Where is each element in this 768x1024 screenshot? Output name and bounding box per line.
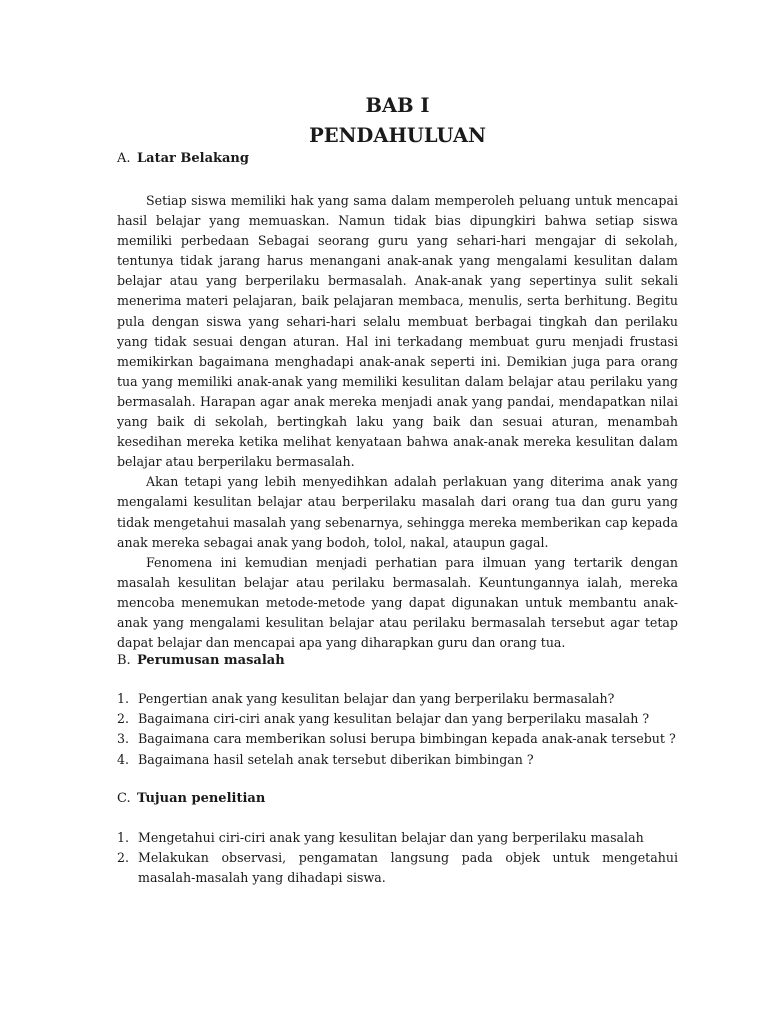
list-item-text: Melakukan observasi, pengamatan langsung pada objek untuk mengetahui masalah-masalah yang dihadapi siswa. bbox=[138, 850, 678, 886]
list-item-text: Bagaimana ciri-ciri anak yang kesulitan belajar dan yang berperilaku masalah ? bbox=[138, 711, 650, 727]
section-a-heading bbox=[117, 149, 249, 169]
section-c-heading bbox=[117, 789, 265, 809]
section-c-letter: C. bbox=[117, 791, 131, 806]
list-item bbox=[117, 828, 678, 848]
list-number: 1. bbox=[117, 691, 130, 706]
list-item-text: Bagaimana hasil setelah anak tersebut diberikan bimbingan ? bbox=[138, 751, 534, 767]
section-a-title: Latar Belakang bbox=[137, 151, 249, 166]
paragraph: Akan tetapi yang lebih menyedihkan adalah perlakuan yang diterima anak yang mengalami kesulitan belajar atau berperilaku masalah dari orang tua dan guru yang tidak mengetahui masalah yang sebenarnya, sehingga mereka memberikan cap kepada anak mereka sebagai anak yang bodoh, tolol, nakal, ataupun gagal. bbox=[117, 474, 678, 550]
list-item bbox=[117, 709, 678, 729]
list-item-text: Pengertian anak yang kesulitan belajar dan yang berperilaku bermasalah? bbox=[138, 691, 615, 706]
list-number: 1. bbox=[117, 830, 130, 845]
list-number: 2. bbox=[117, 850, 130, 866]
document-page bbox=[117, 0, 678, 1024]
paragraph: Setiap siswa memiliki hak yang sama dalam memperoleh peluang untuk mencapai hasil belajar yang memuaskan. Namun tidak bias dipungkiri bahwa setiap siswa memiliki perbedaan Sebagai seorang guru yang sehari-hari mengajar di sekolah, tentunya tidak jarang harus menangani anak-anak yang mengalami kesulitan dalam belajar atau yang berperilaku bermasalah. Anak-anak yang sepertinya sulit sekali menerima materi pelajaran, baik pelajaran membaca, menulis, serta berhitung. Begitu pula dengan siswa yang sehari-hari selalu membuat berbagai tingkah dan perilaku yang tidak sesuai dengan aturan. Hal ini terkadang membuat guru menjadi frustasi memikirkan bagaimana menghadapi anak-anak seperti ini. Demikian juga para orang tua yang memiliki anak-anak yang memiliki kesulitan dalam belajar atau perilaku yang bermasalah. Harapan agar anak mereka menjadi anak yang pandai, mendapatkan nilai yang baik di sekolah, bertingkah laku yang baik dan sesuai aturan, menambah kesedihan mereka ketika melihat kenyataan bahwa anak-anak mereka kesulitan dalam belajar atau berperilaku bermasalah. bbox=[117, 193, 678, 470]
research-goals-list bbox=[117, 828, 678, 889]
section-a-letter: A. bbox=[117, 151, 131, 166]
list-number: 3. bbox=[117, 731, 130, 747]
list-item bbox=[117, 848, 678, 888]
list-item bbox=[117, 729, 678, 749]
section-b-heading bbox=[117, 651, 285, 671]
list-item bbox=[117, 750, 678, 770]
chapter-title: PENDAHULUAN bbox=[309, 124, 486, 147]
list-item-text: Bagaimana cara memberikan solusi berupa bimbingan kepada anak-anak tersebut ? bbox=[138, 731, 676, 747]
list-item-text: Mengetahui ciri-ciri anak yang kesulitan belajar dan yang berperilaku masalah bbox=[138, 830, 644, 845]
section-b-letter: B. bbox=[117, 653, 131, 668]
section-b-title: Perumusan masalah bbox=[137, 653, 285, 668]
chapter-number: BAB I bbox=[365, 94, 430, 117]
problem-formulation-list bbox=[117, 689, 678, 770]
paragraph: Fenomena ini kemudian menjadi perhatian para ilmuan yang tertarik dengan masalah kesulitan belajar atau perilaku bermasalah. Keuntungannya ialah, mereka mencoba menemukan metode-metode yang dapat digunakan untuk membantu anak-anak yang mengalami kesulitan belajar atau perilaku bermasalah tersebut agar tetap dapat belajar dan mencapai apa yang diharapkan guru dan orang tua. bbox=[117, 554, 678, 651]
section-a-body bbox=[117, 191, 678, 653]
list-item bbox=[117, 689, 678, 709]
section-c-title: Tujuan penelitian bbox=[137, 791, 266, 806]
list-number: 2. bbox=[117, 711, 130, 727]
list-number: 4. bbox=[117, 751, 130, 767]
